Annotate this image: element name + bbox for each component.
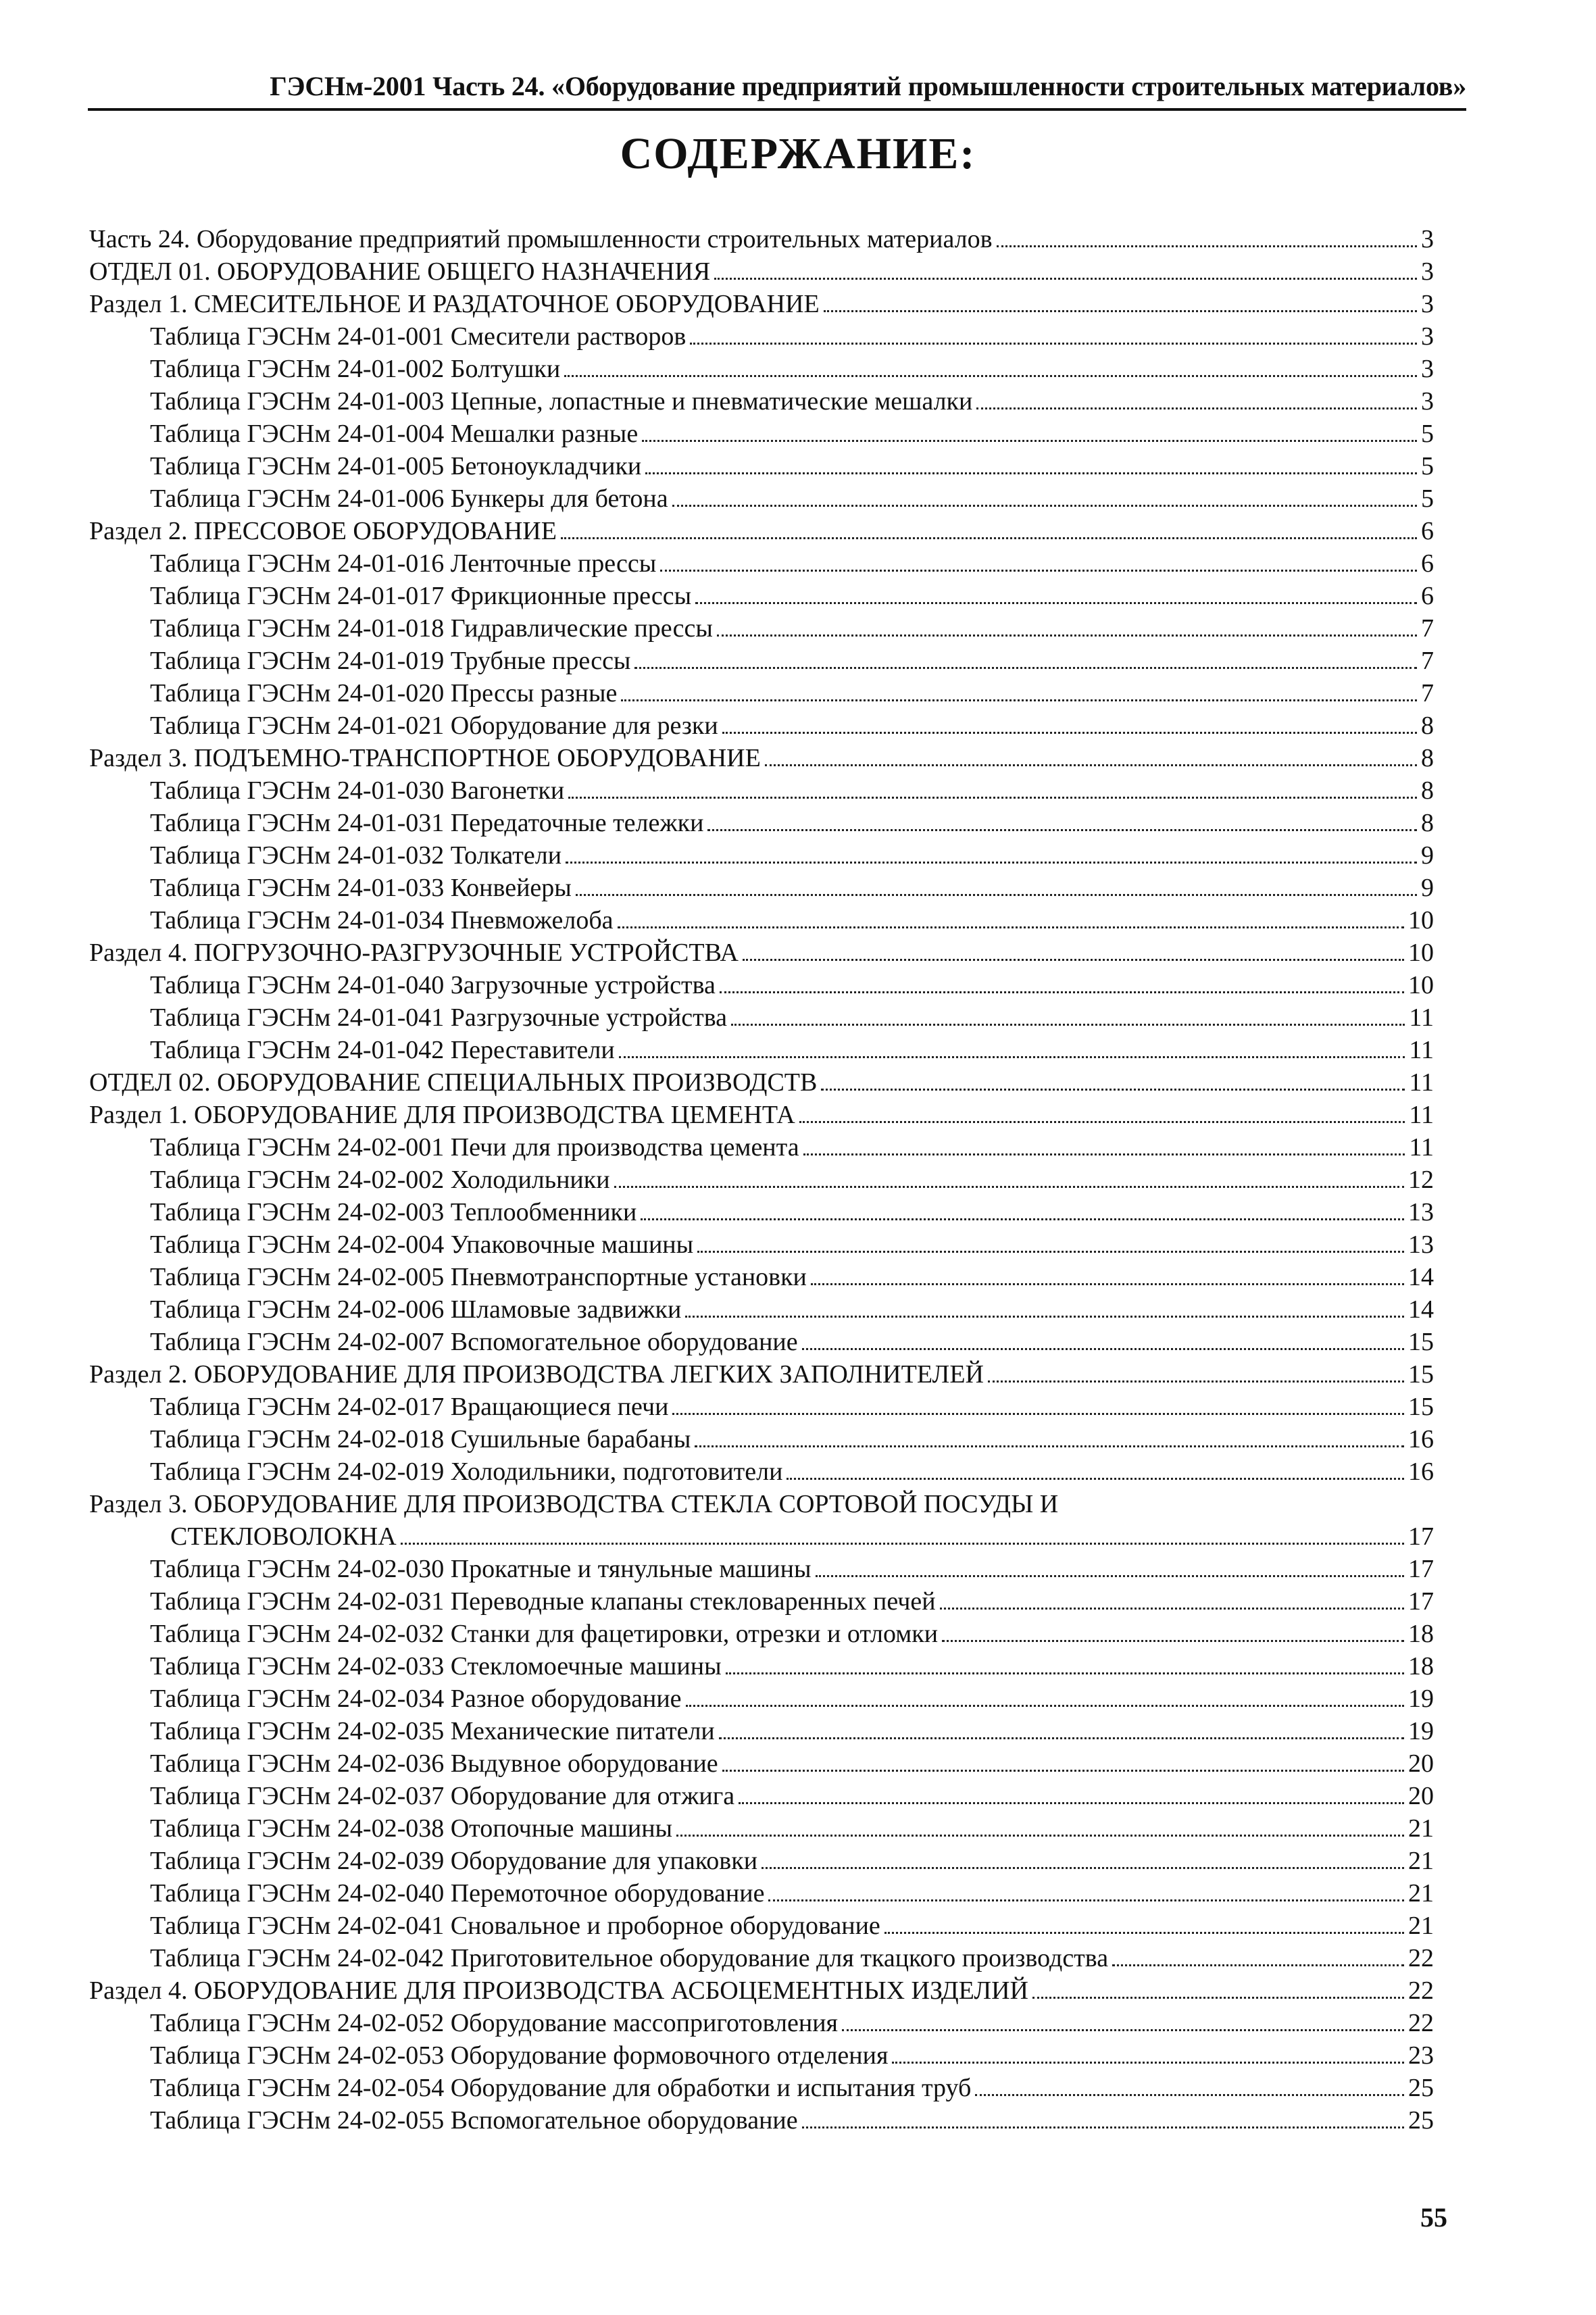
toc-leader-dots xyxy=(685,1316,1404,1318)
toc-entry-page: 5 xyxy=(1421,484,1434,513)
toc-entry xyxy=(89,2007,1434,2039)
toc-entry-page: 8 xyxy=(1421,809,1434,837)
toc-entry-label: Таблица ГЭСНм 24-01-020 Прессы разные xyxy=(150,679,618,707)
toc-entry-page: 16 xyxy=(1408,1425,1434,1453)
toc-entry-page: 17 xyxy=(1408,1522,1434,1551)
toc-entry-page: 10 xyxy=(1408,906,1434,935)
toc-leader-dots xyxy=(707,829,1417,831)
toc-entry xyxy=(89,1326,1434,1358)
toc-entry-label: Таблица ГЭСНм 24-01-021 Оборудование для резки xyxy=(150,712,718,740)
toc-leader-dots xyxy=(568,797,1417,799)
toc-entry-label: Таблица ГЭСНм 24-02-053 Оборудование формовочного отделения xyxy=(150,2041,889,2070)
toc-leader-dots xyxy=(634,667,1417,669)
toc-entry-page: 14 xyxy=(1408,1295,1434,1324)
toc-entry xyxy=(89,1261,1434,1293)
toc-entry-page: 3 xyxy=(1421,257,1434,286)
toc-entry-page: 3 xyxy=(1421,290,1434,318)
toc-entry xyxy=(89,1228,1434,1261)
toc-leader-dots xyxy=(641,1218,1404,1220)
toc-entry xyxy=(89,515,1434,547)
toc-entry-page: 22 xyxy=(1408,2009,1434,2037)
toc-leader-dots xyxy=(695,602,1417,604)
toc-entry-label: Таблица ГЭСНм 24-02-038 Отопочные машины xyxy=(150,1814,673,1843)
toc-entry xyxy=(89,1391,1434,1423)
toc-entry-label: Таблица ГЭСНм 24-02-017 Вращающиеся печи xyxy=(150,1393,669,1421)
toc-entry-page: 11 xyxy=(1409,1068,1434,1097)
toc-leader-dots xyxy=(645,472,1417,474)
toc-leader-dots xyxy=(660,570,1417,572)
toc-entry xyxy=(89,1715,1434,1747)
toc-entry-label: Раздел 4. ОБОРУДОВАНИЕ ДЛЯ ПРОИЗВОДСТВА АСБОЦЕМЕНТНЫХ ИЗДЕЛИЙ xyxy=(89,1976,1028,2005)
toc-entry-page: 3 xyxy=(1421,225,1434,253)
toc-entry xyxy=(89,677,1434,710)
toc-entry xyxy=(89,1131,1434,1164)
toc-entry-label: Таблица ГЭСНм 24-02-036 Выдувное оборудование xyxy=(150,1749,718,1778)
toc-entry xyxy=(89,1812,1434,1845)
toc-leader-dots xyxy=(722,1770,1404,1772)
toc-entry xyxy=(89,1034,1434,1066)
toc-entry xyxy=(89,1520,1434,1553)
toc-entry xyxy=(89,1618,1434,1650)
toc-entry-label: Таблица ГЭСНм 24-02-037 Оборудование для отжига xyxy=(150,1782,735,1810)
toc-entry xyxy=(89,1845,1434,1877)
toc-leader-dots xyxy=(743,959,1404,961)
toc-entry xyxy=(89,1683,1434,1715)
toc-entry-page: 18 xyxy=(1408,1652,1434,1681)
toc-entry-page: 8 xyxy=(1421,776,1434,805)
toc-leader-dots xyxy=(802,2126,1404,2129)
toc-entry xyxy=(89,807,1434,839)
toc-leader-dots xyxy=(686,1705,1404,1707)
page-number: 55 xyxy=(1420,2202,1447,2233)
toc-leader-dots xyxy=(821,1089,1405,1091)
toc-entry-page: 19 xyxy=(1408,1717,1434,1745)
toc-entry-page: 15 xyxy=(1408,1393,1434,1421)
toc-entry-label: Таблица ГЭСНм 24-01-030 Вагонетки xyxy=(150,776,565,805)
toc-entry-label: Таблица ГЭСНм 24-02-002 Холодильники xyxy=(150,1166,610,1194)
toc-entry-page: 11 xyxy=(1409,1101,1434,1129)
toc-entry-page: 11 xyxy=(1409,1036,1434,1064)
toc-leader-dots xyxy=(975,2094,1404,2096)
toc-entry-page: 18 xyxy=(1408,1620,1434,1648)
toc-entry xyxy=(89,1358,1434,1391)
toc-entry-page: 23 xyxy=(1408,2041,1434,2070)
toc-leader-dots xyxy=(1032,1997,1404,1999)
toc-entry-label: Таблица ГЭСНм 24-02-030 Прокатные и тянульные машины xyxy=(150,1555,812,1583)
toc-entry-page: 25 xyxy=(1408,2106,1434,2135)
toc-leader-dots xyxy=(1112,1964,1404,1966)
toc-leader-dots xyxy=(824,310,1417,312)
toc-leader-dots xyxy=(714,278,1417,280)
toc-entry-label: Раздел 2. ОБОРУДОВАНИЕ ДЛЯ ПРОИЗВОДСТВА ЛЕГКИХ ЗАПОЛНИТЕЛЕЙ xyxy=(89,1360,984,1389)
toc-entry-page: 10 xyxy=(1408,971,1434,999)
toc-entry xyxy=(89,710,1434,742)
toc-entry xyxy=(89,1488,1434,1520)
toc-entry-page: 12 xyxy=(1408,1166,1434,1194)
toc-entry xyxy=(89,904,1434,937)
toc-entry-label: Раздел 2. ПРЕССОВОЕ ОБОРУДОВАНИЕ xyxy=(89,517,557,545)
toc-entry-label: Таблица ГЭСНм 24-02-034 Разное оборудование xyxy=(150,1685,682,1713)
toc-entry-page: 7 xyxy=(1421,679,1434,707)
toc-entry-page: 22 xyxy=(1408,1944,1434,1972)
toc-entry-page: 15 xyxy=(1408,1328,1434,1356)
toc-entry xyxy=(89,1293,1434,1326)
toc-leader-dots xyxy=(672,505,1417,507)
toc-entry-label: Таблица ГЭСНм 24-01-042 Переставители xyxy=(150,1036,615,1064)
toc-entry xyxy=(89,774,1434,807)
toc-entry xyxy=(89,1910,1434,1942)
toc-entry-label: Таблица ГЭСНм 24-01-019 Трубные прессы xyxy=(150,647,631,675)
toc-entry-page: 17 xyxy=(1408,1587,1434,1616)
toc-leader-dots xyxy=(695,1445,1404,1447)
toc-entry-label: Таблица ГЭСНм 24-02-033 Стекломоечные машины xyxy=(150,1652,722,1681)
toc-entry xyxy=(89,450,1434,482)
toc-entry-label: Часть 24. Оборудование предприятий промышленности строительных материалов xyxy=(89,225,993,253)
toc-entry-page: 11 xyxy=(1409,1003,1434,1032)
toc-entry-label: Таблица ГЭСНм 24-01-002 Болтушки xyxy=(150,355,561,383)
toc-entry xyxy=(89,255,1434,288)
toc-entry-label: Таблица ГЭСНм 24-02-032 Станки для фацетировки, отрезки и отломки xyxy=(150,1620,939,1648)
toc-entry-page: 17 xyxy=(1408,1555,1434,1583)
toc-leader-dots xyxy=(787,1478,1404,1480)
toc-leader-dots xyxy=(619,1056,1405,1058)
toc-entry-label: Таблица ГЭСНм 24-01-003 Цепные, лопастные и пневматические мешалки xyxy=(150,387,973,416)
toc-entry-label: Таблица ГЭСНм 24-01-018 Гидравлические прессы xyxy=(150,614,713,643)
toc-entry-label: Таблица ГЭСНм 24-01-041 Разгрузочные устройства xyxy=(150,1003,728,1032)
toc-leader-dots xyxy=(672,1413,1404,1415)
toc-entry-page: 7 xyxy=(1421,614,1434,643)
toc-leader-dots xyxy=(884,1932,1404,1934)
toc-entry-page: 11 xyxy=(1409,1133,1434,1162)
toc-entry xyxy=(89,1066,1434,1099)
toc-entry xyxy=(89,1423,1434,1455)
toc-entry-page: 9 xyxy=(1421,874,1434,902)
toc-entry xyxy=(89,1974,1434,2007)
toc-entry-page: 22 xyxy=(1408,1976,1434,2005)
toc-leader-dots xyxy=(576,894,1417,896)
toc-entry-label: ОТДЕЛ 02. ОБОРУДОВАНИЕ СПЕЦИАЛЬНЫХ ПРОИЗВОДСТВ xyxy=(89,1068,818,1097)
toc-entry-page: 10 xyxy=(1408,939,1434,967)
toc-entry-label: Таблица ГЭСНм 24-02-004 Упаковочные машины xyxy=(150,1230,694,1259)
toc-entry-label: Раздел 4. ПОГРУЗОЧНО-РАЗГРУЗОЧНЫЕ УСТРОЙСТВА xyxy=(89,939,739,967)
toc-entry-label: Таблица ГЭСНм 24-01-032 Толкатели xyxy=(150,841,562,870)
toc-leader-dots xyxy=(561,537,1417,539)
toc-entry-label: Таблица ГЭСНм 24-01-031 Передаточные тележки xyxy=(150,809,704,837)
toc-entry xyxy=(89,288,1434,320)
toc-entry xyxy=(89,385,1434,418)
toc-entry-label: Таблица ГЭСНм 24-02-006 Шламовые задвижки xyxy=(150,1295,682,1324)
toc-leader-dots xyxy=(816,1575,1405,1577)
toc-entry-page: 20 xyxy=(1408,1749,1434,1778)
toc-entry-label: Таблица ГЭСНм 24-02-039 Оборудование для упаковки xyxy=(150,1847,758,1875)
toc-entry-page: 8 xyxy=(1421,712,1434,740)
toc-leader-dots xyxy=(842,2029,1404,2031)
page-title: СОДЕРЖАНИЕ: xyxy=(620,129,976,178)
toc-leader-dots xyxy=(697,1251,1404,1253)
toc-entry-page: 7 xyxy=(1421,647,1434,675)
toc-entry-page: 25 xyxy=(1408,2074,1434,2102)
toc-entry-page: 20 xyxy=(1408,1782,1434,1810)
toc-leader-dots xyxy=(765,764,1417,766)
toc-entry-label: Таблица ГЭСНм 24-02-007 Вспомогательное оборудование xyxy=(150,1328,798,1356)
toc-entry xyxy=(89,1747,1434,1780)
toc-leader-dots xyxy=(997,245,1417,247)
toc-entry xyxy=(89,969,1434,1001)
toc-entry-label: Таблица ГЭСНм 24-01-004 Мешалки разные xyxy=(150,420,639,448)
toc-leader-dots xyxy=(722,732,1417,734)
toc-entry xyxy=(89,1455,1434,1488)
toc-leader-dots xyxy=(739,1802,1404,1804)
toc-entry-label: Таблица ГЭСНм 24-01-017 Фрикционные прессы xyxy=(150,582,692,610)
toc-entry-label: Таблица ГЭСНм 24-01-033 Конвейеры xyxy=(150,874,572,902)
toc-entry-label: Таблица ГЭСНм 24-01-034 Пневможелоба xyxy=(150,906,614,935)
toc-entry-label: Таблица ГЭСНм 24-02-055 Вспомогательное оборудование xyxy=(150,2106,798,2135)
toc-leader-dots xyxy=(802,1348,1404,1350)
toc-entry xyxy=(89,418,1434,450)
toc-entry-page: 15 xyxy=(1408,1360,1434,1389)
toc-leader-dots xyxy=(811,1283,1404,1285)
toc-entry xyxy=(89,612,1434,645)
toc-entry-page: 5 xyxy=(1421,452,1434,480)
toc-leader-dots xyxy=(892,2062,1404,2064)
toc-entry-page: 8 xyxy=(1421,744,1434,772)
toc-entry-page: 21 xyxy=(1408,1912,1434,1940)
toc-leader-dots xyxy=(799,1121,1405,1123)
toc-entry xyxy=(89,839,1434,872)
toc-entry xyxy=(89,1001,1434,1034)
toc-entry-page: 13 xyxy=(1408,1198,1434,1226)
toc-entry xyxy=(89,580,1434,612)
toc-entry-page: 6 xyxy=(1421,582,1434,610)
toc-entry-label: Раздел 1. ОБОРУДОВАНИЕ ДЛЯ ПРОИЗВОДСТВА ЦЕМЕНТА xyxy=(89,1101,795,1129)
toc-entry-label: Таблица ГЭСНм 24-01-040 Загрузочные устройства xyxy=(150,971,716,999)
toc-entry-page: 16 xyxy=(1408,1458,1434,1486)
toc-entry-label: Таблица ГЭСНм 24-01-006 Бункеры для бетона xyxy=(150,484,668,513)
toc-entry-label: ОТДЕЛ 01. ОБОРУДОВАНИЕ ОБЩЕГО НАЗНАЧЕНИЯ xyxy=(89,257,711,286)
toc-leader-dots xyxy=(719,1737,1404,1739)
toc-entry-page: 6 xyxy=(1421,549,1434,578)
toc-entry xyxy=(89,320,1434,353)
toc-leader-dots xyxy=(401,1543,1404,1545)
toc-leader-dots xyxy=(942,1640,1404,1642)
toc-entry-page: 21 xyxy=(1408,1814,1434,1843)
header-text: ГЭСНм-2001 Часть 24. «Оборудование предприятий промышленности строительных материалов» xyxy=(270,71,1466,101)
toc-leader-dots xyxy=(676,1835,1404,1837)
toc-leader-dots xyxy=(731,1024,1405,1026)
toc-entry-label: Таблица ГЭСНм 24-02-042 Приготовительное оборудование для ткацкого производства xyxy=(150,1944,1109,1972)
toc-entry-label: СТЕКЛОВОЛОКНА xyxy=(170,1522,397,1551)
toc-entry-page: 9 xyxy=(1421,841,1434,870)
toc-leader-dots xyxy=(618,926,1404,928)
toc-entry xyxy=(89,353,1434,385)
toc-entry-label: Таблица ГЭСНм 24-02-031 Переводные клапаны стекловаренных печей xyxy=(150,1587,936,1616)
toc-entry-label: Таблица ГЭСНм 24-02-054 Оборудование для обработки и испытания труб xyxy=(150,2074,972,2102)
toc-entry-page: 19 xyxy=(1408,1685,1434,1713)
toc-entry-label: Таблица ГЭСНм 24-02-035 Механические питатели xyxy=(150,1717,715,1745)
toc-entry xyxy=(89,2104,1434,2137)
toc-entry-page: 3 xyxy=(1421,355,1434,383)
toc-leader-dots xyxy=(564,375,1417,377)
toc-entry xyxy=(89,1196,1434,1228)
toc-leader-dots xyxy=(768,1899,1404,1901)
toc-entry xyxy=(89,2072,1434,2104)
toc-entry-label: Таблица ГЭСНм 24-02-052 Оборудование массоприготовления xyxy=(150,2009,839,2037)
toc-entry-label: Таблица ГЭСНм 24-02-001 Печи для производства цемента xyxy=(150,1133,799,1162)
toc-entry-page: 3 xyxy=(1421,387,1434,416)
toc-leader-dots xyxy=(642,440,1417,442)
toc-entry-label: Раздел 3. ПОДЪЕМНО-ТРАНСПОРТНОЕ ОБОРУДОВАНИЕ xyxy=(89,744,761,772)
toc-leader-dots xyxy=(690,343,1417,345)
toc-leader-dots xyxy=(614,1186,1404,1188)
toc-leader-dots xyxy=(762,1867,1404,1869)
toc-entry xyxy=(89,872,1434,904)
toc-entry-label: Таблица ГЭСНм 24-01-016 Ленточные прессы xyxy=(150,549,657,578)
toc-leader-dots xyxy=(726,1672,1404,1674)
toc-entry xyxy=(89,547,1434,580)
toc-entry-page: 21 xyxy=(1408,1879,1434,1908)
toc-leader-dots xyxy=(988,1380,1404,1383)
toc-leader-dots xyxy=(720,991,1404,993)
toc-entry xyxy=(89,1099,1434,1131)
toc-entry-label: Таблица ГЭСНм 24-02-040 Перемоточное оборудование xyxy=(150,1879,765,1908)
toc-entry-page: 6 xyxy=(1421,517,1434,545)
toc-entry xyxy=(89,937,1434,969)
toc-leader-dots xyxy=(940,1608,1404,1610)
toc-leader-dots xyxy=(717,634,1417,637)
toc-entry-label: Таблица ГЭСНм 24-02-041 Сновальное и проборное оборудование xyxy=(150,1912,880,1940)
toc-entry-label: Таблица ГЭСНм 24-02-005 Пневмотранспортные установки xyxy=(150,1263,807,1291)
running-header xyxy=(88,68,1466,111)
toc-entry-page: 5 xyxy=(1421,420,1434,448)
toc-entry-label: Таблица ГЭСНм 24-01-001 Смесители растворов xyxy=(150,322,687,351)
toc-entry-page: 21 xyxy=(1408,1847,1434,1875)
toc-leader-dots xyxy=(566,862,1417,864)
toc-entry xyxy=(89,1164,1434,1196)
toc-leader-dots xyxy=(803,1153,1405,1155)
toc-entry xyxy=(89,1877,1434,1910)
toc-entry-label: Раздел 1. СМЕСИТЕЛЬНОЕ И РАЗДАТОЧНОЕ ОБОРУДОВАНИЕ xyxy=(89,290,820,318)
toc-entry xyxy=(89,1553,1434,1585)
toc-entry-label: Таблица ГЭСНм 24-02-003 Теплообменники xyxy=(150,1198,637,1226)
toc-entry xyxy=(89,1585,1434,1618)
toc-entry xyxy=(89,1650,1434,1683)
toc-entry xyxy=(89,1780,1434,1812)
table-of-contents xyxy=(89,223,1434,2137)
toc-leader-dots xyxy=(976,407,1417,409)
toc-entry xyxy=(89,742,1434,774)
toc-entry xyxy=(89,645,1434,677)
toc-entry-label: Таблица ГЭСНм 24-02-019 Холодильники, подготовители xyxy=(150,1458,783,1486)
toc-entry xyxy=(89,482,1434,515)
toc-entry xyxy=(89,2039,1434,2072)
toc-entry-label: Таблица ГЭСНм 24-02-018 Сушильные барабаны xyxy=(150,1425,691,1453)
toc-entry-label: Таблица ГЭСНм 24-01-005 Бетоноукладчики xyxy=(150,452,642,480)
toc-entry-page: 3 xyxy=(1421,322,1434,351)
toc-entry-label: Раздел 3. ОБОРУДОВАНИЕ ДЛЯ ПРОИЗВОДСТВА СТЕКЛА СОРТОВОЙ ПОСУДЫ И xyxy=(89,1490,1059,1518)
toc-entry-page: 13 xyxy=(1408,1230,1434,1259)
toc-entry xyxy=(89,1942,1434,1974)
toc-entry xyxy=(89,223,1434,255)
toc-entry-page: 14 xyxy=(1408,1263,1434,1291)
toc-leader-dots xyxy=(621,699,1417,701)
